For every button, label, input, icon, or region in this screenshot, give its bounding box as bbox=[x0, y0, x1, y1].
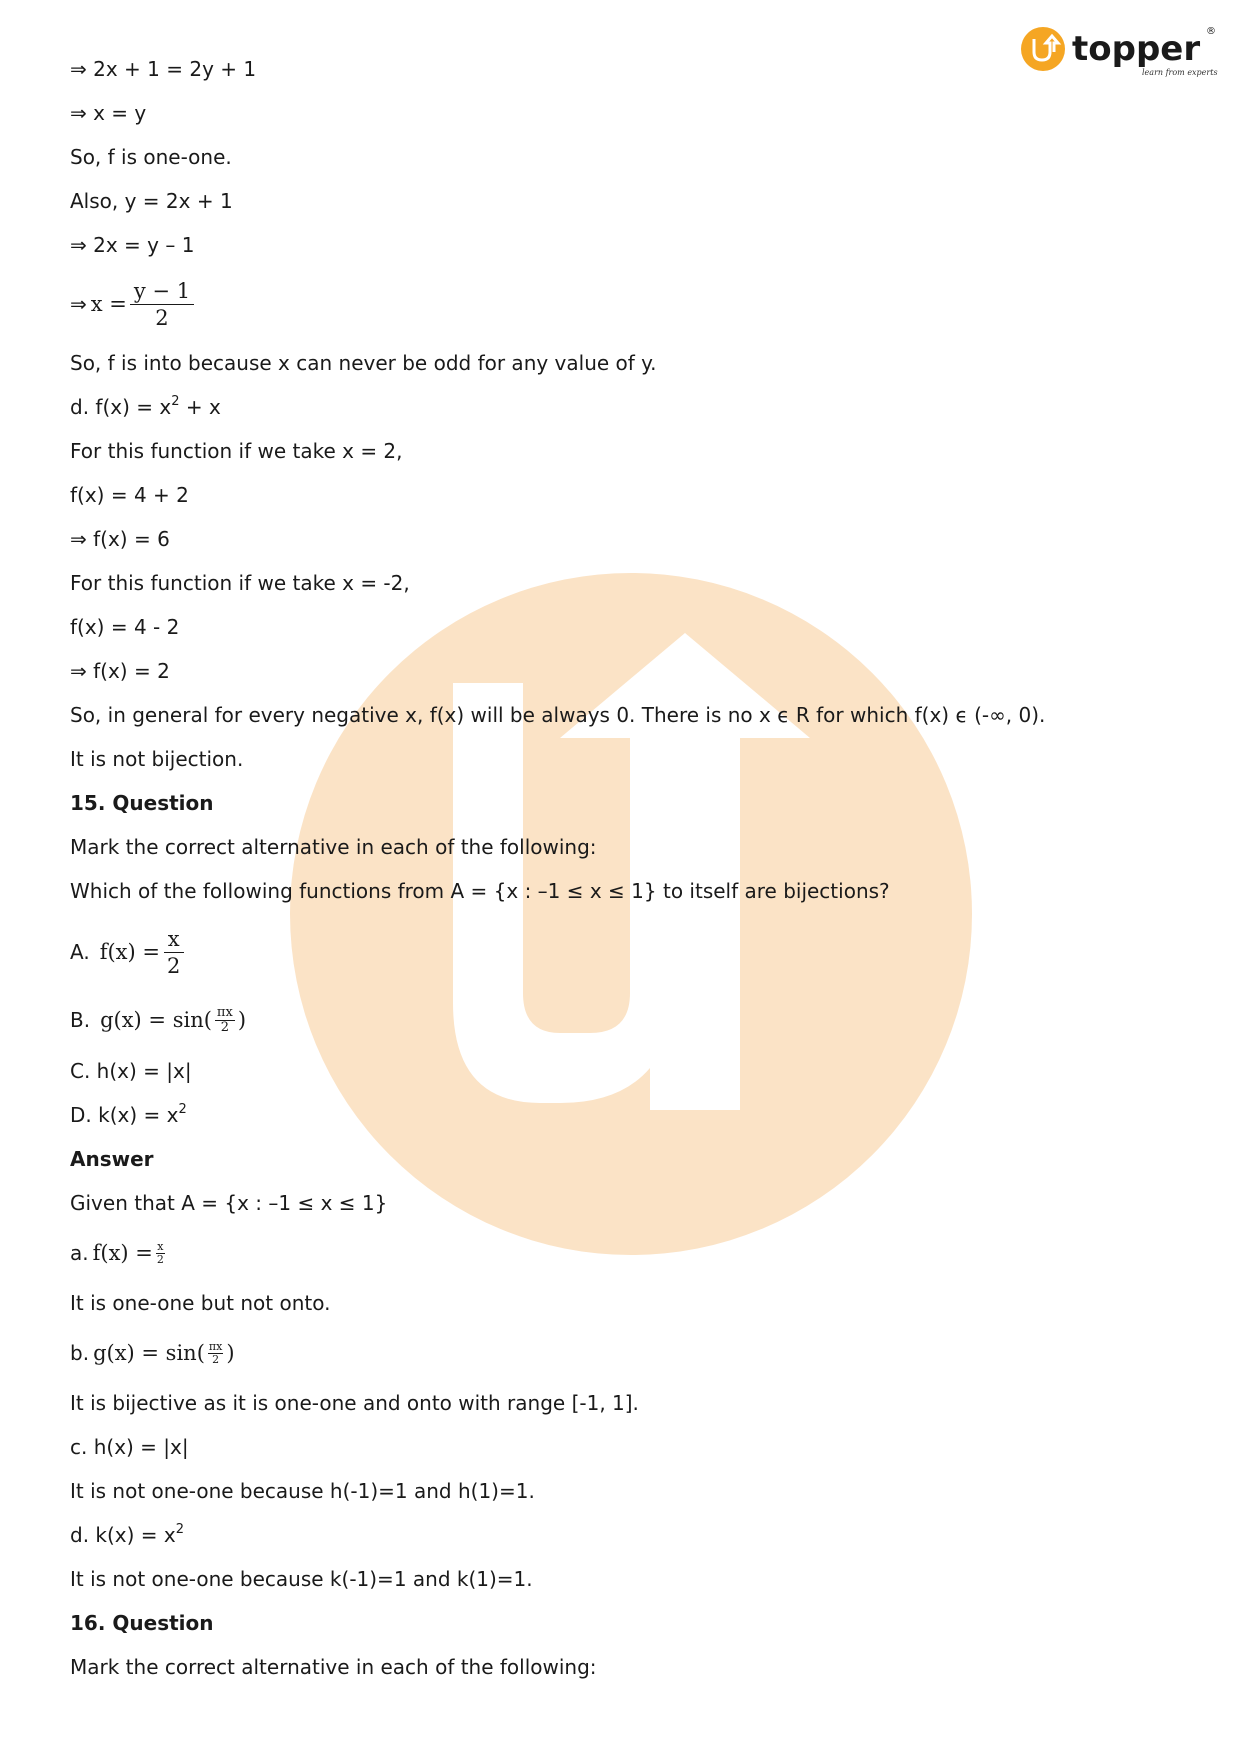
text-line: So, f is one-one. bbox=[70, 145, 232, 169]
answer-note: It is not one-one because k(-1)=1 and k(1)=1. bbox=[70, 1567, 533, 1591]
option-a: A. f(x) = $\frac{x}{2}$ bbox=[70, 922, 1190, 982]
fraction: $\frac{x}{2}$ bbox=[156, 1239, 164, 1266]
registered-mark: ® bbox=[1206, 26, 1216, 37]
option-b: B. g(x) = sin( $\frac{\pi x}{2}$ ) bbox=[70, 1004, 247, 1035]
text-line: f(x) = 4 - 2 bbox=[70, 615, 180, 639]
answer-heading: Answer bbox=[70, 1147, 154, 1171]
text-line: f(x) = 4 + 2 bbox=[70, 483, 189, 507]
text-line: ⇒ f(x) = 6 bbox=[70, 527, 170, 551]
logo-tagline: learn from experts bbox=[1142, 68, 1218, 77]
text-line: So, in general for every negative x, f(x) will be always 0. There is no x ϵ R for which f(x) ϵ (-∞, 0). bbox=[70, 703, 1046, 727]
answer-c: c. h(x) = |x| bbox=[70, 1435, 189, 1459]
document-body bbox=[70, 56, 1190, 1698]
answer-note: It is bijective as it is one-one and onto with range [-1, 1]. bbox=[70, 1391, 639, 1415]
logo-text: topper bbox=[1072, 29, 1201, 69]
option-d: D. $k(x) = x^2$ bbox=[70, 1102, 187, 1127]
question-heading: 15. Question bbox=[70, 791, 214, 815]
option-c: C. h(x) = |x| bbox=[70, 1059, 192, 1083]
text-line: For this function if we take x = -2, bbox=[70, 571, 410, 595]
fraction: $\frac{y - 1}{2}$ bbox=[130, 278, 194, 331]
answer-note: It is one-one but not onto. bbox=[70, 1291, 331, 1315]
answer-b: b. g(x) = sin( $\frac{\pi x}{2}$ ) bbox=[70, 1339, 235, 1366]
text-line: d. $f(x) = x^2 + x$ bbox=[70, 394, 221, 419]
fraction: $\frac{x}{2}$ bbox=[163, 926, 184, 979]
fraction: $\frac{\pi x}{2}$ bbox=[208, 1339, 223, 1366]
text-line: ⇒ 2x = y – 1 bbox=[70, 233, 195, 257]
answer-given: Given that A = {x : –1 ≤ x ≤ 1} bbox=[70, 1191, 388, 1215]
topper-logo bbox=[1020, 22, 1220, 82]
text-line: It is not bijection. bbox=[70, 747, 244, 771]
question-heading: 16. Question bbox=[70, 1611, 214, 1635]
answer-a: a. f(x) = $\frac{x}{2}$ bbox=[70, 1239, 164, 1266]
text-line: For this function if we take x = 2, bbox=[70, 439, 403, 463]
text-line: Also, y = 2x + 1 bbox=[70, 189, 233, 213]
text-line: ⇒ f(x) = 2 bbox=[70, 659, 170, 683]
answer-note: It is not one-one because h(-1)=1 and h(1)=1. bbox=[70, 1479, 535, 1503]
equation-x: ⇒ x = $\frac{y - 1}{2}$ bbox=[70, 276, 1190, 332]
text-line: So, f is into because x can never be odd for any value of y. bbox=[70, 351, 657, 375]
question-instruction: Mark the correct alternative in each of the following: bbox=[70, 835, 597, 859]
fraction: $\frac{\pi x}{2}$ bbox=[216, 1004, 233, 1035]
answer-d: d. $k(x) = x^2$ bbox=[70, 1522, 185, 1547]
text-line: ⇒ x = y bbox=[70, 101, 147, 125]
text-line: ⇒ 2x + 1 = 2y + 1 bbox=[70, 57, 257, 81]
question-instruction: Mark the correct alternative in each of the following: bbox=[70, 1655, 597, 1679]
question-prompt: Which of the following functions from A = {x : –1 ≤ x ≤ 1} to itself are bijections? bbox=[70, 879, 890, 903]
